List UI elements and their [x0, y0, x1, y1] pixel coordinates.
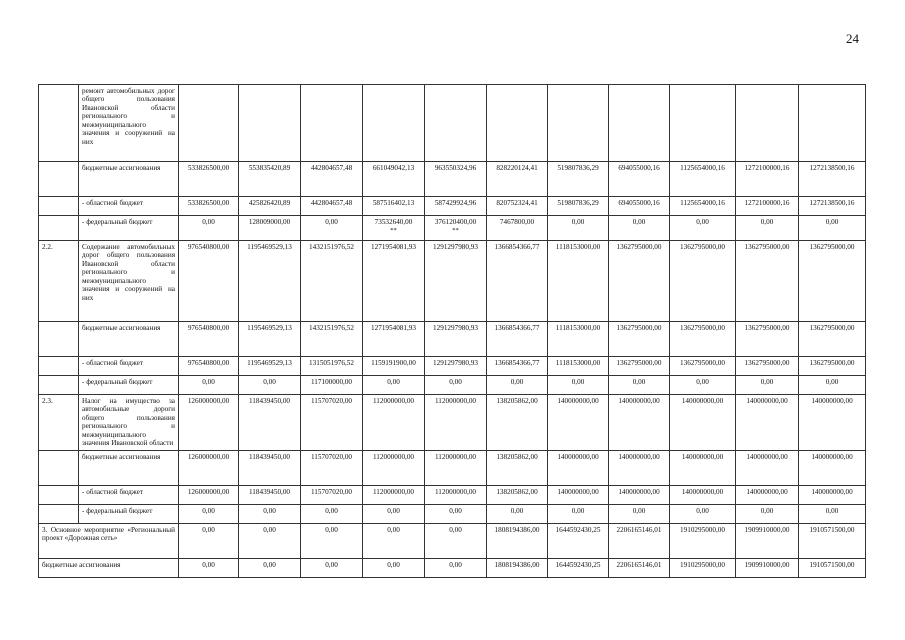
- value-cell: 0,00: [609, 504, 670, 523]
- value-cell: 963550324,96: [425, 162, 487, 197]
- row-number-cell: [39, 504, 79, 523]
- value-cell: 828220124,41: [487, 162, 548, 197]
- row-description: - областной бюджет: [79, 197, 179, 216]
- value-cell: 1291297980,93: [425, 241, 487, 322]
- value-cell: 0,00: [179, 523, 239, 558]
- value-cell: 0,00: [609, 376, 670, 395]
- value-cell: 1362795000,00: [799, 322, 866, 357]
- value-cell: 1159191900,00: [363, 357, 425, 376]
- value-cell: 0,00: [548, 376, 609, 395]
- value-cell: 0,00: [179, 376, 239, 395]
- value-cell: 0,00: [487, 376, 548, 395]
- value-cell: 126000000,00: [179, 450, 239, 485]
- value-cell: 1910571500,00: [799, 523, 866, 558]
- row-number-cell: [39, 376, 79, 395]
- value-cell: 1362795000,00: [736, 357, 799, 376]
- value-cell: 0,00: [179, 558, 239, 577]
- row-description: - федеральный бюджет: [79, 504, 179, 523]
- value-cell: 0,00: [363, 558, 425, 577]
- value-cell: 1362795000,00: [670, 241, 736, 322]
- table-row: [39, 85, 866, 162]
- footnote-mark: **: [390, 227, 397, 235]
- value-cell: 140000000,00: [609, 450, 670, 485]
- value-cell: 140000000,00: [609, 395, 670, 451]
- value-cell: 1118153000,00: [548, 241, 609, 322]
- value-cell: 140000000,00: [609, 485, 670, 504]
- value-cell: 820752324,41: [487, 197, 548, 216]
- row-description: Налог на имущество за автомобильные дороги общего пользования регионального и межмуниципального значения Ивановской области: [79, 395, 179, 451]
- row-number-cell: [39, 485, 79, 504]
- row-number-cell: [39, 357, 79, 376]
- row-description: бюджетные ассигнования: [79, 322, 179, 357]
- value-cell: 694055000,16: [609, 162, 670, 197]
- value-cell: 694055000,16: [609, 197, 670, 216]
- value-cell: 117100000,00: [301, 376, 363, 395]
- value-cell: 425826420,89: [239, 197, 301, 216]
- value-cell: 112000000,00: [425, 395, 487, 451]
- value-cell: 138205862,00: [487, 395, 548, 451]
- value-cell: 0,00: [799, 216, 866, 241]
- value-cell: 126000000,00: [179, 485, 239, 504]
- table-row: [39, 322, 866, 357]
- value-cell: 1272138500,16: [799, 197, 866, 216]
- value-cell: 0,00: [670, 216, 736, 241]
- value-cell: 976540800,00: [179, 357, 239, 376]
- row-number-cell: [39, 85, 79, 162]
- value-cell: 1366854366,77: [487, 241, 548, 322]
- value-cell: 1644592430,25: [548, 558, 609, 577]
- row-number-cell: 2.2.: [39, 241, 79, 322]
- value-cell: 442804657,48: [301, 162, 363, 197]
- table-row: [39, 241, 866, 322]
- value-cell: 0,00: [239, 523, 301, 558]
- value-cell: 1909910000,00: [736, 558, 799, 577]
- value-cell: 0,00: [239, 558, 301, 577]
- value-cell: 0,00: [363, 523, 425, 558]
- value-cell: [363, 216, 425, 241]
- value-cell: 0,00: [736, 376, 799, 395]
- value-cell: 0,00: [301, 558, 363, 577]
- table-row: [39, 558, 866, 577]
- value-cell: 115707020,00: [301, 450, 363, 485]
- value-cell: [239, 85, 301, 162]
- budget-table: [38, 84, 866, 578]
- value-cell: 976540800,00: [179, 322, 239, 357]
- value-cell: 1808194386,00: [487, 523, 548, 558]
- value-cell: 1362795000,00: [799, 241, 866, 322]
- value-cell: 1362795000,00: [670, 322, 736, 357]
- value-cell: 140000000,00: [548, 395, 609, 451]
- value-cell: 1272138500,16: [799, 162, 866, 197]
- value-cell: 140000000,00: [799, 485, 866, 504]
- value-cell: 140000000,00: [670, 450, 736, 485]
- value-cell: 0,00: [609, 216, 670, 241]
- row-description: бюджетные ассигнования: [39, 558, 179, 577]
- row-number-cell: [39, 216, 79, 241]
- value-cell: 0,00: [363, 504, 425, 523]
- value-cell: 140000000,00: [670, 395, 736, 451]
- value-cell: 1432151976,52: [301, 241, 363, 322]
- row-number-cell: 2.3.: [39, 395, 79, 451]
- value-cell: 1808194386,00: [487, 558, 548, 577]
- value-cell: 0,00: [487, 504, 548, 523]
- row-number-cell: [39, 162, 79, 197]
- value-cell: 442804657,48: [301, 197, 363, 216]
- table-row: [39, 485, 866, 504]
- value-cell: 1644592430,25: [548, 523, 609, 558]
- value-cell: 0,00: [799, 504, 866, 523]
- value-cell: 1362795000,00: [609, 322, 670, 357]
- value-cell: 1362795000,00: [799, 357, 866, 376]
- value-cell: 0,00: [670, 376, 736, 395]
- value-cell: 115707020,00: [301, 485, 363, 504]
- value-cell: 112000000,00: [425, 485, 487, 504]
- value-cell: 1271954081,93: [363, 322, 425, 357]
- value-cell: 0,00: [425, 523, 487, 558]
- value-cell: [301, 85, 363, 162]
- value-cell: 140000000,00: [799, 450, 866, 485]
- value-cell: 0,00: [670, 504, 736, 523]
- value-cell: 0,00: [736, 216, 799, 241]
- value-cell: 0,00: [799, 376, 866, 395]
- value-cell: 126000000,00: [179, 395, 239, 451]
- table-row: [39, 504, 866, 523]
- value-cell: [736, 85, 799, 162]
- row-description: 3. Основное мероприятие «Региональный проект «Дорожная сеть»: [39, 523, 179, 558]
- value-cell: 1272100000,16: [736, 197, 799, 216]
- table-row: [39, 357, 866, 376]
- row-description: - федеральный бюджет: [79, 216, 179, 241]
- value-cell: 0,00: [179, 216, 239, 241]
- value-cell: 519807836,29: [548, 162, 609, 197]
- value-cell: 1291297980,93: [425, 357, 487, 376]
- table-row: [39, 197, 866, 216]
- value-cell: [548, 85, 609, 162]
- value-cell: 0,00: [239, 376, 301, 395]
- row-description: бюджетные ассигнования: [79, 162, 179, 197]
- value-cell: 1291297980,93: [425, 322, 487, 357]
- value-cell: 118439450,00: [239, 485, 301, 504]
- value-cell: 1195469529,13: [239, 241, 301, 322]
- value-cell: [609, 85, 670, 162]
- value-cell: 1366854366,77: [487, 322, 548, 357]
- value-cell: 118439450,00: [239, 395, 301, 451]
- value-cell: 0,00: [425, 504, 487, 523]
- value-cell: [363, 85, 425, 162]
- value-cell: 138205862,00: [487, 485, 548, 504]
- value-cell: 661049042,13: [363, 162, 425, 197]
- value-cell: 115707020,00: [301, 395, 363, 451]
- value-cell: [670, 85, 736, 162]
- table-row: [39, 162, 866, 197]
- value-cell: [425, 85, 487, 162]
- value-cell: 1272100000,16: [736, 162, 799, 197]
- value-cell: 0,00: [179, 504, 239, 523]
- value-cell: 587429924,96: [425, 197, 487, 216]
- value-cell: 112000000,00: [425, 450, 487, 485]
- value-cell: 112000000,00: [363, 485, 425, 504]
- row-number-cell: [39, 197, 79, 216]
- value-cell: 0,00: [425, 558, 487, 577]
- value-cell: 1362795000,00: [609, 357, 670, 376]
- value-cell: 1910571500,00: [799, 558, 866, 577]
- value-text: 376120400,00: [434, 218, 477, 226]
- value-cell: 533826500,00: [179, 197, 239, 216]
- value-cell: 1362795000,00: [736, 241, 799, 322]
- value-cell: 1118153000,00: [548, 322, 609, 357]
- row-description: бюджетные ассигнования: [79, 450, 179, 485]
- value-cell: [425, 216, 487, 241]
- value-cell: 1366854366,77: [487, 357, 548, 376]
- value-cell: 2206165146,01: [609, 523, 670, 558]
- table-row: [39, 376, 866, 395]
- value-cell: 0,00: [425, 376, 487, 395]
- value-cell: [799, 85, 866, 162]
- row-description: Содержание автомобильных дорог общего пользования Ивановской области регионального и межмуниципального значения и сооружений на них: [79, 241, 179, 322]
- value-cell: 0,00: [301, 216, 363, 241]
- row-number-cell: [39, 450, 79, 485]
- value-cell: 519807836,29: [548, 197, 609, 216]
- value-cell: 0,00: [736, 504, 799, 523]
- value-cell: 1118153000,00: [548, 357, 609, 376]
- page-number: 24: [846, 31, 859, 46]
- value-cell: 112000000,00: [363, 450, 425, 485]
- table-row: [39, 450, 866, 485]
- value-cell: 128009000,00: [239, 216, 301, 241]
- value-cell: 140000000,00: [548, 485, 609, 504]
- value-cell: 1910295000,00: [670, 523, 736, 558]
- value-cell: 1125654000,16: [670, 162, 736, 197]
- value-cell: 1271954081,93: [363, 241, 425, 322]
- value-cell: 138205862,00: [487, 450, 548, 485]
- row-number-cell: [39, 322, 79, 357]
- value-cell: 140000000,00: [736, 450, 799, 485]
- value-cell: 533826500,00: [179, 162, 239, 197]
- value-cell: 2206165146,01: [609, 558, 670, 577]
- value-cell: 0,00: [363, 376, 425, 395]
- value-cell: 1362795000,00: [609, 241, 670, 322]
- value-cell: [487, 85, 548, 162]
- value-cell: 140000000,00: [670, 485, 736, 504]
- value-cell: 7467800,00: [487, 216, 548, 241]
- value-cell: 140000000,00: [736, 485, 799, 504]
- value-cell: 0,00: [301, 523, 363, 558]
- value-cell: 1432151976,52: [301, 322, 363, 357]
- value-cell: 0,00: [548, 504, 609, 523]
- value-cell: 976540800,00: [179, 241, 239, 322]
- value-cell: 140000000,00: [736, 395, 799, 451]
- value-cell: 1315051976,52: [301, 357, 363, 376]
- value-cell: 1909910000,00: [736, 523, 799, 558]
- value-cell: 1910295000,00: [670, 558, 736, 577]
- value-cell: 140000000,00: [548, 450, 609, 485]
- row-description: ремонт автомобильных дорог общего пользования Ивановской области регионального и межмуниципального значения и сооружений на них: [79, 85, 179, 162]
- footnote-mark: **: [452, 227, 459, 235]
- value-cell: 0,00: [548, 216, 609, 241]
- table-row: [39, 216, 866, 241]
- table-row: [39, 395, 866, 451]
- value-cell: 118439450,00: [239, 450, 301, 485]
- value-cell: 553835420,89: [239, 162, 301, 197]
- row-description: - федеральный бюджет: [79, 376, 179, 395]
- value-cell: 587516402,13: [363, 197, 425, 216]
- value-cell: 1362795000,00: [736, 322, 799, 357]
- value-cell: 1125654000,16: [670, 197, 736, 216]
- row-description: - областной бюджет: [79, 485, 179, 504]
- value-cell: 1195469529,13: [239, 322, 301, 357]
- value-cell: 1362795000,00: [670, 357, 736, 376]
- value-cell: 112000000,00: [363, 395, 425, 451]
- value-cell: [179, 85, 239, 162]
- value-cell: 1195469529,13: [239, 357, 301, 376]
- table-row: [39, 523, 866, 558]
- value-text: 73532640,00: [374, 218, 413, 226]
- value-cell: 0,00: [239, 504, 301, 523]
- value-cell: 0,00: [301, 504, 363, 523]
- row-description: - областной бюджет: [79, 357, 179, 376]
- value-cell: 140000000,00: [799, 395, 866, 451]
